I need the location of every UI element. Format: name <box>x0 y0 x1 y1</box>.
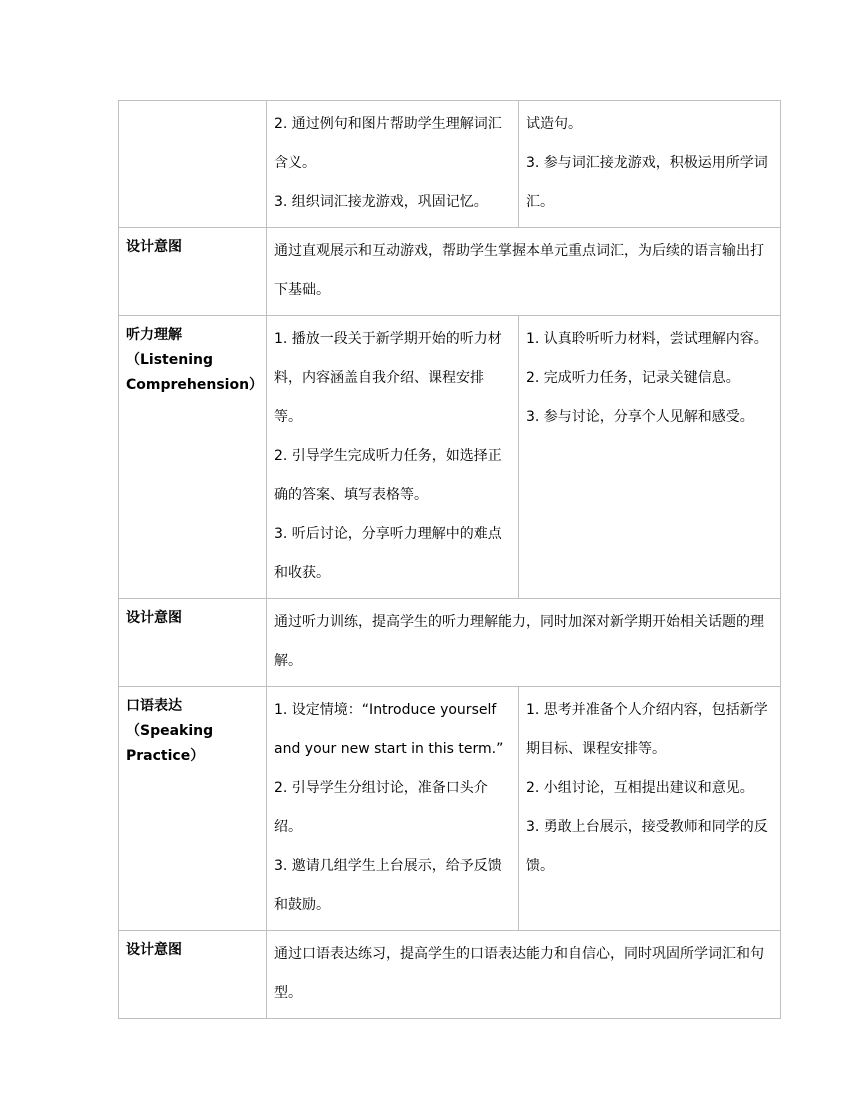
section-label: 设计意图 <box>126 942 182 958</box>
design-intent-text-cell <box>267 599 781 687</box>
student-activity-item: 1. 认真聆听听力材料，尝试理解内容。 <box>526 331 768 347</box>
activity-row <box>119 687 781 931</box>
teacher-activities-cell <box>267 316 519 599</box>
student-activities-cell <box>519 101 781 228</box>
student-activity-item: 3. 参与讨论，分享个人见解和感受。 <box>526 409 754 425</box>
student-activities-cell <box>519 316 781 599</box>
section-label: 设计意图 <box>126 239 182 255</box>
design-intent-text-cell <box>267 228 781 316</box>
teacher-activity-item: 1. 设定情境：“Introduce yourself and your new start in this term.” <box>274 702 504 757</box>
design-intent-text-cell <box>267 931 781 1019</box>
teacher-activity-item: 3. 组织词汇接龙游戏，巩固记忆。 <box>274 194 488 210</box>
student-activity-item: 3. 参与词汇接龙游戏，积极运用所学词汇。 <box>526 155 768 210</box>
teacher-activity-item: 2. 通过例句和图片帮助学生理解词汇含义。 <box>274 116 502 171</box>
teacher-activity-item: 1. 播放一段关于新学期开始的听力材料，内容涵盖自我介绍、课程安排等。 <box>274 331 502 425</box>
section-label: 设计意图 <box>126 610 182 626</box>
design-intent-text: 通过听力训练，提高学生的听力理解能力，同时加深对新学期开始相关话题的理解。 <box>274 614 764 669</box>
section-label-cell <box>119 101 267 228</box>
student-activity-item: 2. 完成听力任务，记录关键信息。 <box>526 370 740 386</box>
student-activity-item: 3. 勇敢上台展示，接受教师和同学的反馈。 <box>526 819 768 874</box>
section-label-cell <box>119 687 267 931</box>
design-intent-row <box>119 228 781 316</box>
student-activity-item: 试造句。 <box>526 116 582 132</box>
section-label-cell <box>119 228 267 316</box>
lesson-plan-body <box>119 101 781 1019</box>
teacher-activities-cell <box>267 101 519 228</box>
teacher-activity-item: 3. 听后讨论，分享听力理解中的难点和收获。 <box>274 526 502 581</box>
lesson-plan-table <box>118 100 781 1019</box>
section-label-cell <box>119 316 267 599</box>
section-label: （Speaking <box>126 723 214 739</box>
student-activities-cell <box>519 687 781 931</box>
design-intent-row <box>119 599 781 687</box>
section-label: 口语表达 <box>126 698 182 714</box>
activity-row <box>119 316 781 599</box>
student-activity-item: 2. 小组讨论，互相提出建议和意见。 <box>526 780 754 796</box>
section-label-cell <box>119 931 267 1019</box>
teacher-activities-cell <box>267 687 519 931</box>
section-label: 听力理解 <box>126 327 182 343</box>
teacher-activity-item: 3. 邀请几组学生上台展示，给予反馈和鼓励。 <box>274 858 502 913</box>
section-label: （Listening <box>126 352 213 368</box>
student-activity-item: 1. 思考并准备个人介绍内容，包括新学期目标、课程安排等。 <box>526 702 768 757</box>
design-intent-row <box>119 931 781 1019</box>
teacher-activity-item: 2. 引导学生分组讨论，准备口头介绍。 <box>274 780 488 835</box>
design-intent-text: 通过直观展示和互动游戏，帮助学生掌握本单元重点词汇，为后续的语言输出打下基础。 <box>274 243 764 298</box>
design-intent-text: 通过口语表达练习，提高学生的口语表达能力和自信心，同时巩固所学词汇和句型。 <box>274 946 764 1001</box>
activity-row <box>119 101 781 228</box>
section-label: Practice） <box>126 748 205 764</box>
teacher-activity-item: 2. 引导学生完成听力任务，如选择正确的答案、填写表格等。 <box>274 448 502 503</box>
section-label-cell <box>119 599 267 687</box>
section-label: Comprehension） <box>126 377 264 393</box>
